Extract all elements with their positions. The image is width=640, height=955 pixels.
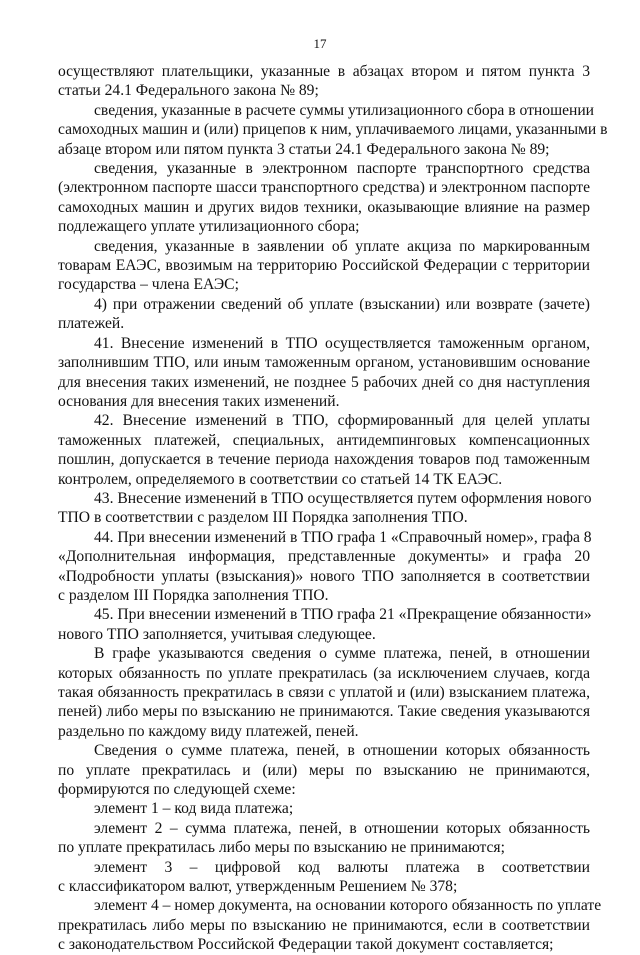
text-line: с разделом III Порядка заполнения ТПО. <box>58 586 329 604</box>
text-line: ТПО в соответствии с разделом III Порядка заполнения ТПО. <box>58 509 468 527</box>
text-line: с законодательством Российской Федерации такой документ составляется; <box>58 936 554 954</box>
text-line: формируются по следующей схеме: <box>58 781 296 799</box>
text-line: по уплате прекратилась и (или) меры по взысканию не принимаются, <box>58 761 590 779</box>
text-line: самоходных машин и (или) прицепов к ним, уплачиваемого лицами, указанными в <box>58 121 608 139</box>
page-number: 17 <box>313 36 327 51</box>
text-line: сведения, указанные в электронном паспорте транспортного средства <box>94 160 590 178</box>
text-line: (электронном паспорте шасси транспортного средства) и электронном паспорте <box>58 179 590 197</box>
text-line: 43. Внесение изменений в ТПО осуществляется путем оформления нового <box>94 489 592 507</box>
text-line: 41. Внесение изменений в ТПО осуществляется таможенным органом, <box>94 334 590 352</box>
text-line: государства – члена ЕАЭС; <box>58 276 239 294</box>
text-line: с классификатором валют, утвержденным Решением № 378; <box>58 878 458 896</box>
text-line: элемент 3 – цифровой код валюты платежа в соответствии <box>94 858 590 876</box>
text-line: подлежащего уплате утилизационного сбора; <box>58 218 360 236</box>
body-text <box>58 62 608 955</box>
text-line: элемент 1 – код вида платежа; <box>94 800 294 818</box>
text-line: нового ТПО заполняется, учитывая следующее. <box>58 625 376 643</box>
text-line: сведения, указанные в заявлении об уплате акциза по маркированным <box>94 237 590 255</box>
text-line: «Дополнительная информация, представленные документы» и графа 20 <box>58 548 590 566</box>
text-line: самоходных машин и других видов техники, оказывающие влияние на размер <box>58 198 590 216</box>
text-line: 44. При внесении изменений в ТПО графа 1 «Справочный номер», графа 8 <box>94 528 592 546</box>
text-line: абзаце втором или пятом пункта 3 статьи 24.1 Федерального закона № 89; <box>58 140 550 158</box>
text-line: платежей. <box>58 315 125 333</box>
text-line: товарам ЕАЭС, ввозимым на территорию Российской Федерации с территории <box>58 257 590 275</box>
text-line: 42. Внесение изменений в ТПО, сформированный для целей уплаты <box>94 412 590 430</box>
text-line: такая обязанность прекратилась в связи с уплатой и (или) взысканием платежа, <box>58 684 590 701</box>
text-line: раздельно по каждому виду платежей, пеней. <box>58 722 359 740</box>
text-line: для внесения таких изменений, не позднее 5 рабочих дней со дня наступления <box>58 373 590 391</box>
text-line: контролем, определяемого в соответствии со статьей 14 ТК ЕАЭС. <box>58 470 503 488</box>
text-line: «Подробности уплаты (взыскания)» нового ТПО заполняется в соответствии <box>58 567 590 585</box>
text-line: которых обязанность по уплате прекратилась (за исключением случаев, когда <box>58 664 590 682</box>
text-line: сведения, указанные в расчете суммы утилизационного сбора в отношении <box>94 101 595 119</box>
text-line: основания для внесения таких изменений. <box>58 392 340 410</box>
text-line: Сведения о сумме платежа, пеней, в отношении которых обязанность <box>94 742 590 760</box>
text-line: прекратилась либо меры по взысканию не принимаются, если в соответствии <box>58 916 590 934</box>
text-line: по уплате прекратилась либо меры по взысканию не принимаются; <box>58 839 505 857</box>
text-line: заполнившим ТПО, или иным таможенным органом, установившим основание <box>58 354 590 372</box>
text-line: элемент 4 – номер документа, на основании которого обязанность по уплате <box>94 897 602 915</box>
text-line: 45. При внесении изменений в ТПО графа 21 «Прекращение обязанности» <box>94 606 592 624</box>
text-line: пошлин, допускается в течение периода нахождения товаров под таможенным <box>58 451 590 469</box>
text-line: осуществляют плательщики, указанные в абзацах втором и пятом пункта 3 <box>58 63 590 80</box>
text-line: пеней) либо меры по взысканию не принимаются. Такие сведения указываются <box>58 703 590 721</box>
text-line: статьи 24.1 Федерального закона № 89; <box>58 82 319 100</box>
text-line: таможенных платежей, специальных, антидемпинговых компенсационных <box>58 431 590 449</box>
text-line: В графе указываются сведения о сумме платежа, пеней, в отношении <box>94 645 590 663</box>
text-line: 4) при отражении сведений об уплате (взыскании) или возврате (зачете) <box>94 295 590 313</box>
text-line: элемент 2 – сумма платежа, пеней, в отношении которых обязанность <box>94 819 590 837</box>
